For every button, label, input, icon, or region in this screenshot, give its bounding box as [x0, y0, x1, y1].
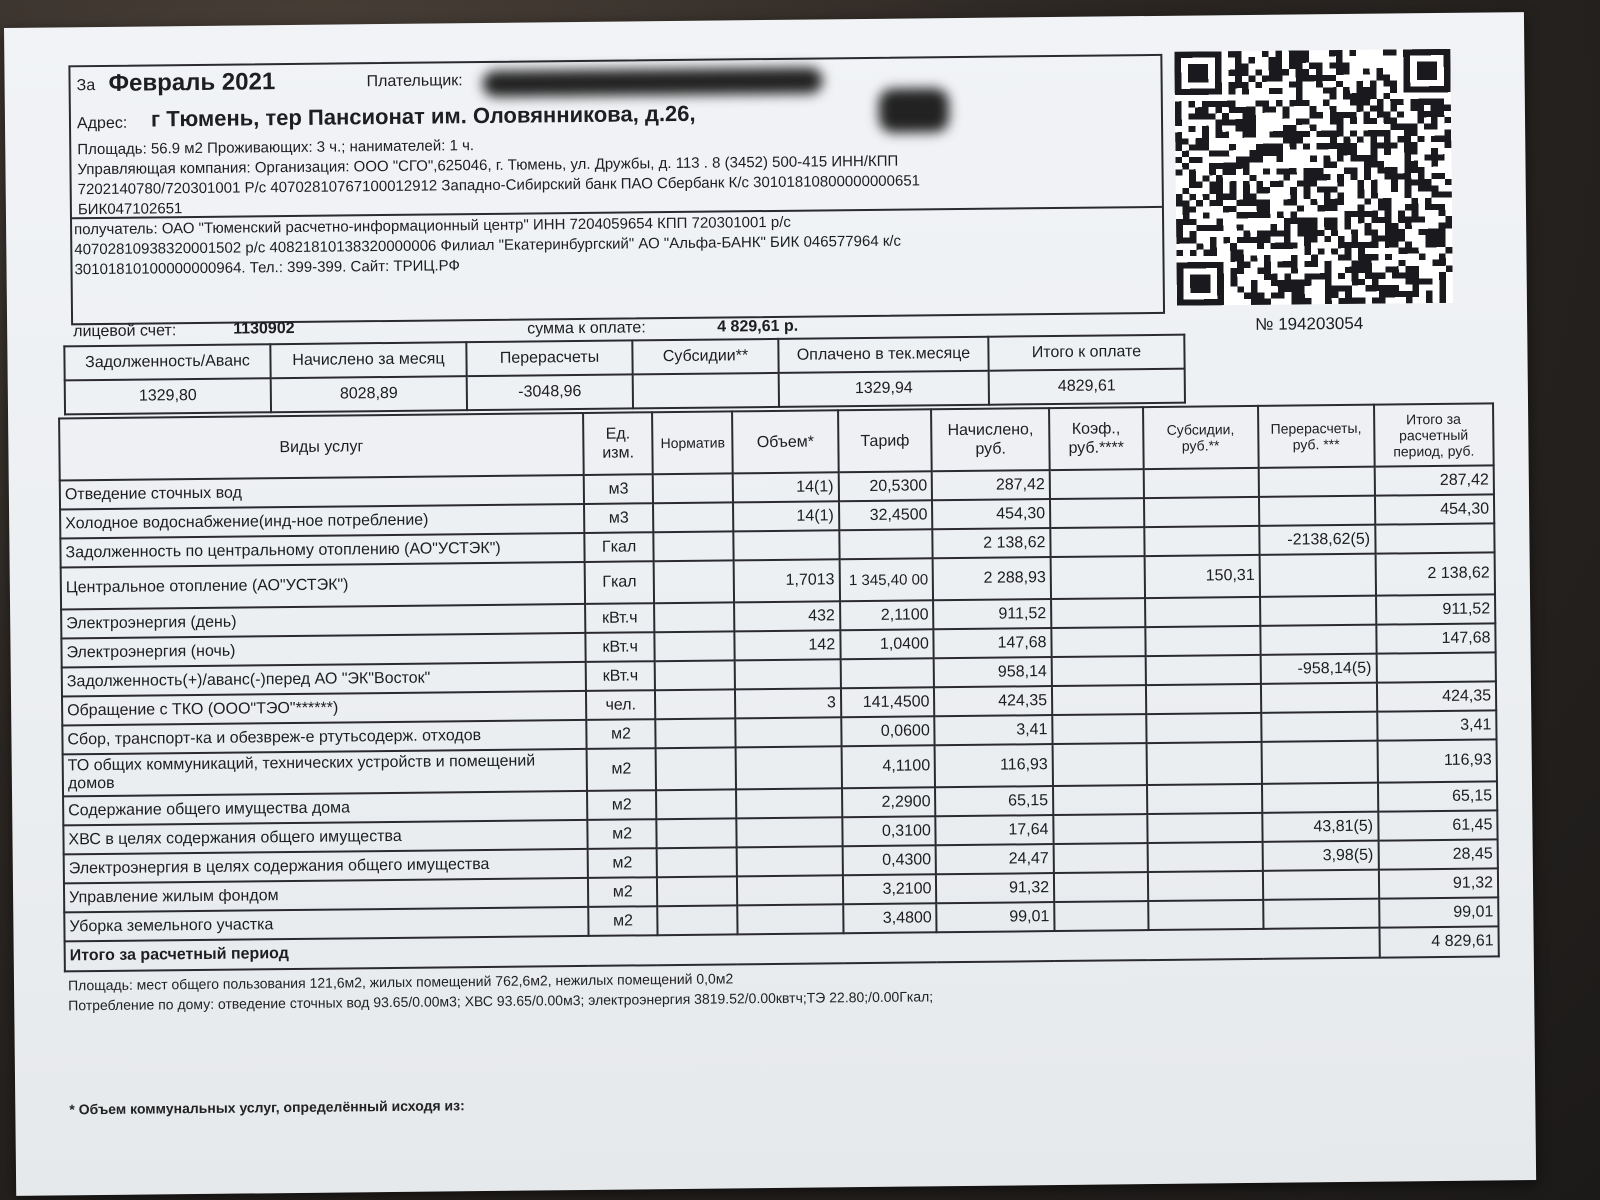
house-area-info: Площадь: мест общего пользования 121,6м2, жилых помещений 762,6м2, нежилых помещений 0,0м2	[67, 970, 734, 994]
period-total-label: Итого за расчетный период	[65, 928, 1380, 972]
tariff-cell: 141,4500	[841, 687, 935, 717]
coef-cell	[1054, 843, 1148, 873]
tariff-cell: 2,2900	[842, 787, 936, 817]
subsidy-cell	[1144, 497, 1260, 527]
tariff-cell: 1 345,40 00	[839, 558, 933, 601]
area-info: Площадь: 56.9 м2 Проживающих: 3 ч.; нанимателей: 1 ч.	[77, 137, 475, 159]
coef-cell	[1052, 656, 1146, 686]
coef-cell	[1051, 627, 1145, 657]
accrued-cell: 911,52	[933, 599, 1051, 629]
accrued-cell: 424,35	[934, 686, 1052, 716]
summary-header: Итого к оплате	[988, 335, 1184, 371]
unit-cell: м3	[584, 474, 654, 504]
total-cell: 91,32	[1378, 868, 1498, 898]
norm-cell	[655, 631, 735, 661]
service-name: Отведение сточных вод	[60, 475, 584, 509]
tariff-cell: 20,5300	[838, 471, 932, 501]
period-prefix: За	[76, 77, 96, 95]
service-name: Уборка земельного участка	[64, 907, 588, 941]
norm-cell	[656, 718, 736, 748]
col-header-subsidy: Субсидии, руб.**	[1143, 406, 1259, 469]
subsidy-cell	[1143, 468, 1259, 498]
col-header-total: Итого за расчетный период, руб.	[1374, 403, 1494, 466]
total-cell: 99,01	[1379, 897, 1499, 927]
summary-header: Перерасчеты	[466, 340, 632, 376]
coef-cell	[1054, 872, 1148, 902]
service-name: Обращение с ТКО (ООО"ТЭО"******)	[62, 691, 586, 725]
norm-cell	[654, 602, 734, 632]
norm-cell	[657, 847, 737, 877]
bill-header	[68, 54, 1165, 341]
subsidy-cell	[1147, 842, 1263, 872]
norm-cell	[655, 660, 735, 690]
coef-cell	[1050, 527, 1144, 557]
recalc-cell	[1263, 899, 1379, 929]
coef-cell	[1050, 469, 1144, 499]
volume-cell	[735, 659, 841, 689]
account-label: лицевой счет:	[73, 322, 177, 341]
col-header-accrued: Начислено, руб.	[931, 408, 1049, 471]
tariff-cell	[839, 529, 933, 559]
volume-cell: 3	[735, 688, 841, 718]
volume-footnote: * Объем коммунальных услуг, определённый исходя из:	[69, 1097, 465, 1118]
coef-cell	[1051, 556, 1145, 599]
service-name: Задолженность по центральному отоплению (АО"УСТЭК")	[60, 533, 584, 567]
summary-header: Начислено за месяц	[270, 342, 466, 378]
norm-cell	[653, 502, 733, 532]
service-name: Электроэнергия (ночь)	[61, 633, 585, 667]
volume-cell: 14(1)	[733, 472, 839, 502]
subsidy-cell	[1144, 526, 1260, 556]
norm-cell	[656, 789, 736, 819]
volume-cell	[737, 846, 843, 876]
volume-cell	[736, 717, 842, 747]
service-name: Электроэнергия в целях содержания общего имущества	[64, 849, 588, 883]
norm-cell	[656, 747, 736, 790]
service-name: Сбор, транспорт-ка и обезвреж-е ртутьсодерж. отходов	[62, 720, 586, 754]
coef-cell	[1054, 901, 1148, 931]
company-line: БИК047102651	[77, 200, 183, 219]
recalc-cell	[1261, 683, 1377, 713]
total-cell	[1375, 523, 1495, 553]
accrued-cell: 17,64	[936, 815, 1054, 845]
tariff-cell: 32,4500	[839, 500, 933, 530]
qr-code-icon	[1174, 49, 1453, 306]
tariff-cell: 0,4300	[842, 845, 936, 875]
tariff-cell: 3,2100	[843, 874, 937, 904]
unit-cell: м2	[588, 906, 658, 936]
coef-cell	[1051, 598, 1145, 628]
period-total-value: 4 829,61	[1379, 926, 1499, 957]
tariff-cell: 3,4800	[843, 903, 937, 933]
accrued-cell: 2 288,93	[933, 557, 1051, 600]
total-cell: 61,45	[1378, 810, 1498, 840]
recalc-cell: -2138,62(5)	[1259, 525, 1375, 555]
total-cell: 2 138,62	[1375, 552, 1495, 595]
service-name: Электроэнергия (день)	[61, 604, 585, 638]
volume-cell	[734, 530, 840, 560]
norm-cell	[654, 531, 734, 561]
recalc-cell: 43,81(5)	[1262, 812, 1378, 842]
receipt-number: № 194203054	[1255, 313, 1364, 334]
service-name: Задолженность(+)/аванс(-)перед АО "ЭК"Восток"	[62, 662, 586, 696]
volume-cell: 14(1)	[733, 501, 839, 531]
house-consumption-info: Потребление по дому: отведение сточных вод 93.65/0.00м3; ХВС 93.65/0.00м3; электроэнергия 3819.52/0.00квтч;ТЭ 22.80;/0.00Гкал;	[68, 988, 934, 1014]
subsidy-cell	[1147, 784, 1263, 814]
unit-cell: м2	[588, 877, 658, 907]
sum-label: сумма к оплате:	[527, 319, 646, 338]
total-cell: 454,30	[1375, 494, 1495, 524]
subsidy-cell: 150,31	[1144, 555, 1260, 598]
accrued-cell: 65,15	[935, 786, 1053, 816]
col-header-recalc: Перерасчеты, руб. ***	[1258, 405, 1374, 468]
subsidy-cell	[1147, 871, 1263, 901]
recipient-line: 30101810100000000964. Тел.: 399-399. Сайт: ТРИЦ.РФ	[74, 257, 460, 279]
summary-header: Оплачено в тек.месяце	[778, 337, 988, 373]
summary-value: -3048,96	[467, 374, 633, 410]
service-name: Холодное водоснабжение(инд-ное потребление)	[60, 504, 584, 538]
unit-cell: кВт.ч	[586, 661, 656, 691]
service-name: ТО общих коммуникаций, технических устройств и помещений домов	[63, 749, 587, 796]
recalc-cell	[1262, 783, 1378, 813]
accrued-cell: 147,68	[934, 628, 1052, 658]
summary-value	[633, 373, 779, 409]
unit-cell: м3	[584, 503, 654, 533]
accrued-cell: 99,01	[937, 902, 1055, 932]
subsidy-cell	[1147, 813, 1263, 843]
recipient-line: получатель: ОАО "Тюменский расчетно-информационный центр" ИНН 7204059654 КПП 720301001 р/с	[74, 213, 791, 239]
norm-cell	[654, 560, 734, 603]
tariff-cell: 2,1100	[840, 600, 934, 630]
coef-cell	[1053, 785, 1147, 815]
recalc-cell	[1260, 625, 1376, 655]
unit-cell: м2	[587, 790, 657, 820]
volume-cell: 432	[734, 601, 840, 631]
total-cell: 424,35	[1377, 681, 1497, 711]
recalc-cell	[1263, 870, 1379, 900]
summary-header: Задолженность/Аванс	[64, 344, 270, 380]
tariff-cell: 0,0600	[841, 716, 935, 746]
norm-cell	[653, 473, 733, 503]
tariff-cell: 1,0400	[840, 629, 934, 659]
address: г Тюмень, тер Пансионат им. Оловянникова, д.26,	[150, 100, 696, 132]
subsidy-cell	[1146, 713, 1262, 743]
recalc-cell	[1261, 741, 1377, 784]
total-cell: 28,45	[1378, 839, 1498, 869]
subsidy-cell	[1146, 742, 1262, 785]
summary-value: 1329,94	[779, 371, 989, 407]
accrued-cell: 24,47	[936, 844, 1054, 874]
norm-cell	[657, 818, 737, 848]
recalc-cell: -958,14(5)	[1261, 654, 1377, 684]
recipient-line: 40702810938320001502 р/с 40821810138320000006 Филиал "Екатеринбургский" АО "Альфа-БАНК" БИК 046577964 к/с	[74, 232, 902, 259]
summary-table	[63, 334, 1186, 416]
unit-cell: Гкал	[584, 532, 654, 562]
coef-cell	[1053, 743, 1147, 786]
coef-cell	[1050, 498, 1144, 528]
col-header-tariff: Тариф	[838, 409, 932, 472]
col-header-norm: Норматив	[652, 411, 733, 474]
accrued-cell: 116,93	[935, 744, 1053, 787]
payer-label: Плательщик:	[366, 72, 463, 91]
unit-cell: кВт.ч	[585, 603, 655, 633]
volume-cell	[737, 817, 843, 847]
subsidy-cell	[1148, 900, 1264, 930]
col-header-service: Виды услуг	[59, 413, 583, 480]
tariff-cell: 0,3100	[842, 816, 936, 846]
redacted-apartment	[879, 88, 949, 133]
service-name: Центральное отопление (АО"УСТЭК")	[61, 562, 585, 609]
services-table	[58, 402, 1500, 972]
summary-header: Субсидии**	[632, 339, 778, 375]
volume-cell	[736, 788, 842, 818]
company-line: 7202140780/720301001 Р/с 40702810767100012912 Западно-Сибирский банк ПАО Сбербанк К/с 30101810800000000651	[77, 172, 921, 199]
recalc-cell	[1261, 712, 1377, 742]
norm-cell	[657, 876, 737, 906]
unit-cell: кВт.ч	[585, 632, 655, 662]
billing-period: Февраль 2021	[108, 68, 276, 97]
address-label: Адрес:	[76, 114, 128, 133]
accrued-cell: 454,30	[932, 499, 1050, 529]
utility-bill-sheet	[4, 12, 1536, 1196]
volume-cell	[737, 875, 843, 905]
col-header-volume: Объем*	[732, 410, 838, 473]
coef-cell	[1052, 714, 1146, 744]
subsidy-cell	[1145, 655, 1261, 685]
volume-cell	[738, 904, 844, 934]
accrued-cell: 91,32	[936, 873, 1054, 903]
service-name: Содержание общего имущества дома	[63, 791, 587, 825]
accrued-cell: 2 138,62	[933, 528, 1051, 558]
total-cell: 65,15	[1378, 781, 1498, 811]
sum-to-pay: 4 829,61 р.	[717, 317, 799, 336]
recalc-cell	[1259, 467, 1375, 497]
subsidy-cell	[1145, 597, 1261, 627]
service-name: ХВС в целях содержания общего имущества	[63, 820, 587, 854]
unit-cell: м2	[586, 748, 656, 791]
total-cell	[1376, 652, 1496, 682]
volume-cell: 1,7013	[734, 559, 840, 602]
recalc-cell	[1260, 596, 1376, 626]
accrued-cell: 287,42	[932, 470, 1050, 500]
coef-cell	[1052, 685, 1146, 715]
volume-cell: 142	[735, 630, 841, 660]
total-cell: 911,52	[1376, 594, 1496, 624]
volume-cell	[736, 746, 842, 789]
summary-value: 1329,80	[65, 378, 271, 414]
recalc-cell: 3,98(5)	[1262, 841, 1378, 871]
col-header-coef: Коэф., руб.****	[1049, 407, 1143, 470]
unit-cell: м2	[587, 819, 657, 849]
accrued-cell: 958,14	[934, 657, 1052, 687]
unit-cell: м2	[587, 848, 657, 878]
recalc-cell	[1259, 554, 1375, 597]
total-cell: 3,41	[1377, 710, 1497, 740]
summary-value: 4829,61	[989, 369, 1185, 405]
unit-cell: чел.	[586, 690, 656, 720]
col-header-unit: Ед. изм.	[583, 412, 653, 475]
total-cell: 287,42	[1374, 465, 1494, 495]
account-number: 1130902	[233, 319, 295, 338]
summary-value: 8028,89	[271, 376, 467, 412]
tariff-cell: 4,1100	[841, 745, 935, 788]
subsidy-cell	[1145, 684, 1261, 714]
unit-cell: м2	[586, 719, 656, 749]
service-name: Управление жилым фондом	[64, 878, 588, 912]
coef-cell	[1053, 814, 1147, 844]
total-cell: 116,93	[1377, 739, 1497, 782]
accrued-cell: 3,41	[935, 715, 1053, 745]
recalc-cell	[1259, 496, 1375, 526]
subsidy-cell	[1145, 626, 1261, 656]
norm-cell	[655, 689, 735, 719]
total-cell: 147,68	[1376, 623, 1496, 653]
tariff-cell	[840, 658, 934, 688]
redacted-payer	[482, 67, 822, 97]
norm-cell	[658, 905, 738, 935]
company-line: Управляющая компания: Организация: ООО "СГО",625046, г. Тюмень, ул. Дружбы, д. 113 . 8 (3452) 500-415 ИНН/КПП	[77, 152, 899, 179]
unit-cell: Гкал	[584, 561, 654, 604]
